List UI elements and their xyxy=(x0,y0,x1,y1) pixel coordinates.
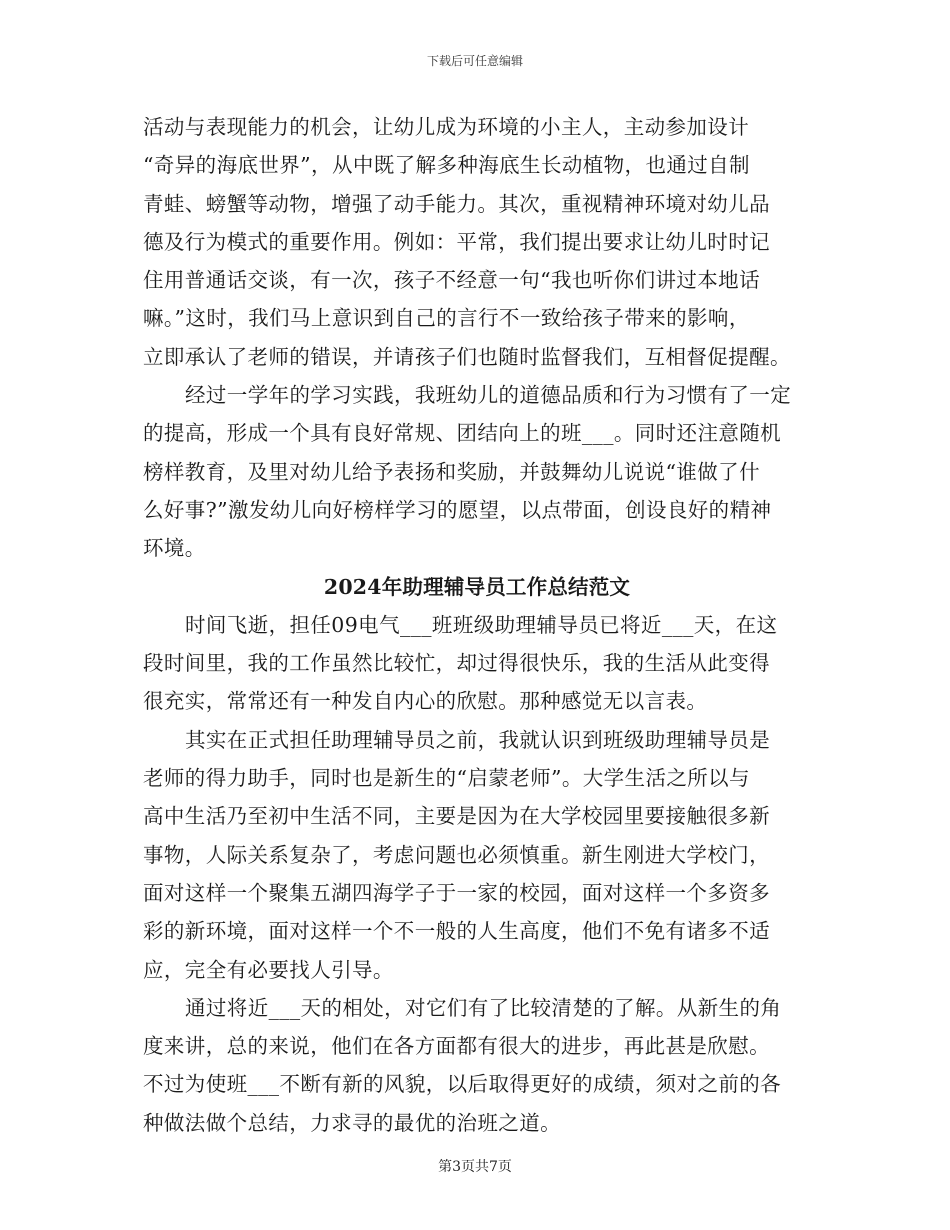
text-line: 种做法做个总结，力求寻的最优的治班之道。 xyxy=(143,1110,561,1135)
text-line: 时间飞逝，担任09电气___班班级助理辅导员已将近___天，在这 xyxy=(185,612,778,637)
text-line: 度来讲，总的来说，他们在各方面都有很大的进步，再此甚是欣慰。 xyxy=(143,1034,770,1059)
text-line: 立即承认了老师的错误，并请孩子们也随时监督我们，互相督促提醒。 xyxy=(143,344,791,369)
text-line: 住用普通话交谈，有一次，孩子不经意一句“我也听你们讲过本地话 xyxy=(143,268,760,293)
document-body xyxy=(143,108,811,1142)
text-line: 德及行为模式的重要作用。例如：平常，我们提出要求让幼儿时时记 xyxy=(143,229,770,254)
text-line: 青蛙、螃蟹等动物，增强了动手能力。其次，重视精神环境对幼儿品 xyxy=(143,191,770,216)
text-line: 很充实，常常还有一种发自内心的欣慰。那种感觉无以言表。 xyxy=(143,689,708,714)
text-line: 应，完全有必要找人引导。 xyxy=(143,957,394,982)
text-line: 老师的得力助手，同时也是新生的“启蒙老师”。大学生活之所以与 xyxy=(143,766,750,791)
text-line: 面对这样一个聚集五湖四海学子于一家的校园，面对这样一个多资多 xyxy=(143,880,770,905)
text-line: 不过为使班___不断有新的风貌，以后取得更好的成绩，须对之前的各 xyxy=(143,1072,782,1097)
text-line: 高中生活乃至初中生活不同，主要是因为在大学校园里要接触很多新 xyxy=(143,804,770,829)
text-line: 活动与表现能力的机会，让幼儿成为环境的小主人，主动参加设计 xyxy=(143,115,750,139)
page-footer: 第3页共7页 xyxy=(438,1159,512,1175)
text-line: 其实在正式担任助理辅导员之前，我就认识到班级助理辅导员是 xyxy=(185,727,771,752)
text-line: 事物，人际关系复杂了，考虑问题也必须慎重。新生刚进大学校门， xyxy=(143,842,770,867)
text-line: “奇异的海底世界”，从中既了解多种海底生长动植物，也通过自制 xyxy=(143,153,750,178)
text-line: 榜样教育，及里对幼儿给予表扬和奖励，并鼓舞幼儿说说“谁做了什 xyxy=(143,459,760,484)
text-line: 彩的新环境，面对这样一个不一般的人生高度，他们不免有诸多不适 xyxy=(143,919,770,944)
text-line: 通过将近___天的相处，对它们有了比较清楚的了解。从新生的角 xyxy=(185,995,782,1020)
page-header: 下载后可任意编辑 xyxy=(426,54,523,68)
text-line: 嘛。”这时，我们马上意识到自己的言行不一致给孩子带来的影响， xyxy=(143,306,750,331)
text-line: 环境。 xyxy=(143,536,206,561)
text-line: 么好事?”激发幼儿向好榜样学习的愿望，以点带面，创设良好的精神 xyxy=(143,497,772,522)
text-line: 段时间里，我的工作虽然比较忙，却过得很快乐，我的生活从此变得 xyxy=(143,651,770,676)
section-title: 2024年助理辅导员工作总结范文 xyxy=(323,574,631,599)
text-line: 经过一学年的学习实践，我班幼儿的道德品质和行为习惯有了一定 xyxy=(185,383,792,408)
text-line: 的提高，形成一个具有良好常规、团结向上的班___。同时还注意随机 xyxy=(143,421,782,446)
